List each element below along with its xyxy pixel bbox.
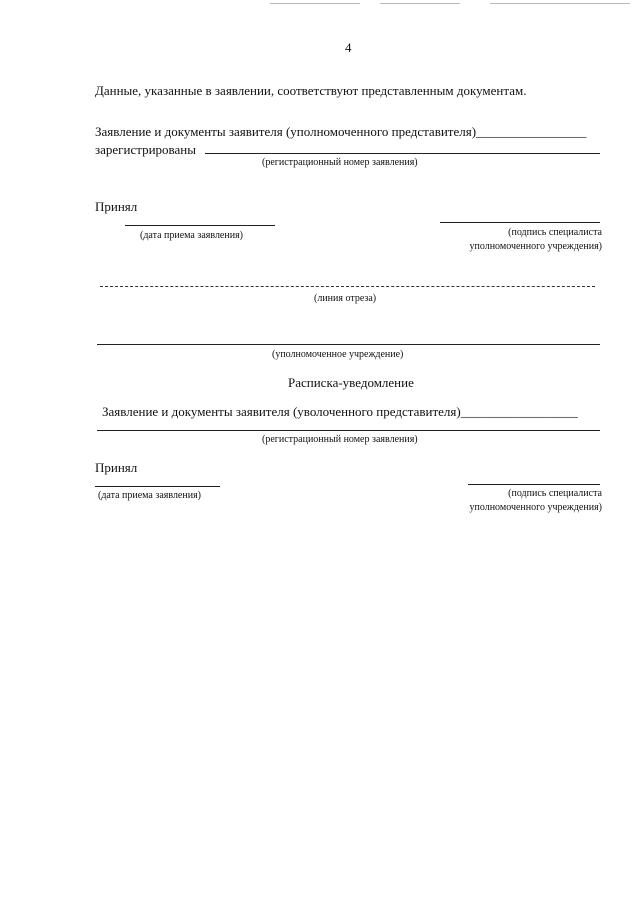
cut-line — [100, 286, 595, 287]
cut-line-caption: (линия отреза) — [314, 293, 377, 304]
receipt-title: Расписка-уведомление — [288, 375, 414, 390]
date-line — [125, 225, 275, 226]
page-number: 4 — [345, 40, 352, 55]
receipt-registration-number-line — [97, 430, 600, 431]
scan-edge-mark — [380, 3, 460, 4]
institution-caption: (уполномоченное учреждение) — [272, 349, 404, 360]
registration-number-line — [205, 153, 600, 154]
date-caption: (дата приема заявления) — [140, 230, 244, 241]
registered-label: зарегистрированы — [95, 142, 196, 157]
signature-caption — [440, 226, 602, 254]
signature-caption-line-2: уполномоченного учреждения) — [469, 241, 602, 252]
registration-number-caption: (регистрационный номер заявления) — [262, 157, 418, 168]
scan-edge-mark — [490, 3, 630, 4]
signature-line — [440, 222, 600, 223]
signature-caption-line-1: (подпись специалиста — [508, 227, 602, 238]
receipt-registration-number-caption: (регистрационный номер заявления) — [262, 434, 418, 445]
institution-line — [97, 344, 600, 345]
receipt-application-line: Заявление и документы заявителя (уволоченного представителя)__________________ — [102, 404, 578, 419]
receipt-date-line — [95, 486, 220, 487]
receipt-date-caption: (дата приема заявления) — [98, 490, 202, 501]
scan-edge-mark — [270, 3, 360, 4]
receipt-signature-caption — [440, 487, 602, 515]
application-line: Заявление и документы заявителя (уполномоченного представителя)_________________ — [95, 124, 587, 139]
receipt-signature-caption-line-2: уполномоченного учреждения) — [469, 502, 602, 513]
receipt-accepted-label: Принял — [95, 460, 138, 475]
statement-text: Данные, указанные в заявлении, соответствуют представленным документам. — [95, 83, 527, 98]
receipt-signature-line — [468, 484, 600, 485]
receipt-signature-caption-line-1: (подпись специалиста — [508, 488, 602, 499]
accepted-label: Принял — [95, 199, 138, 214]
